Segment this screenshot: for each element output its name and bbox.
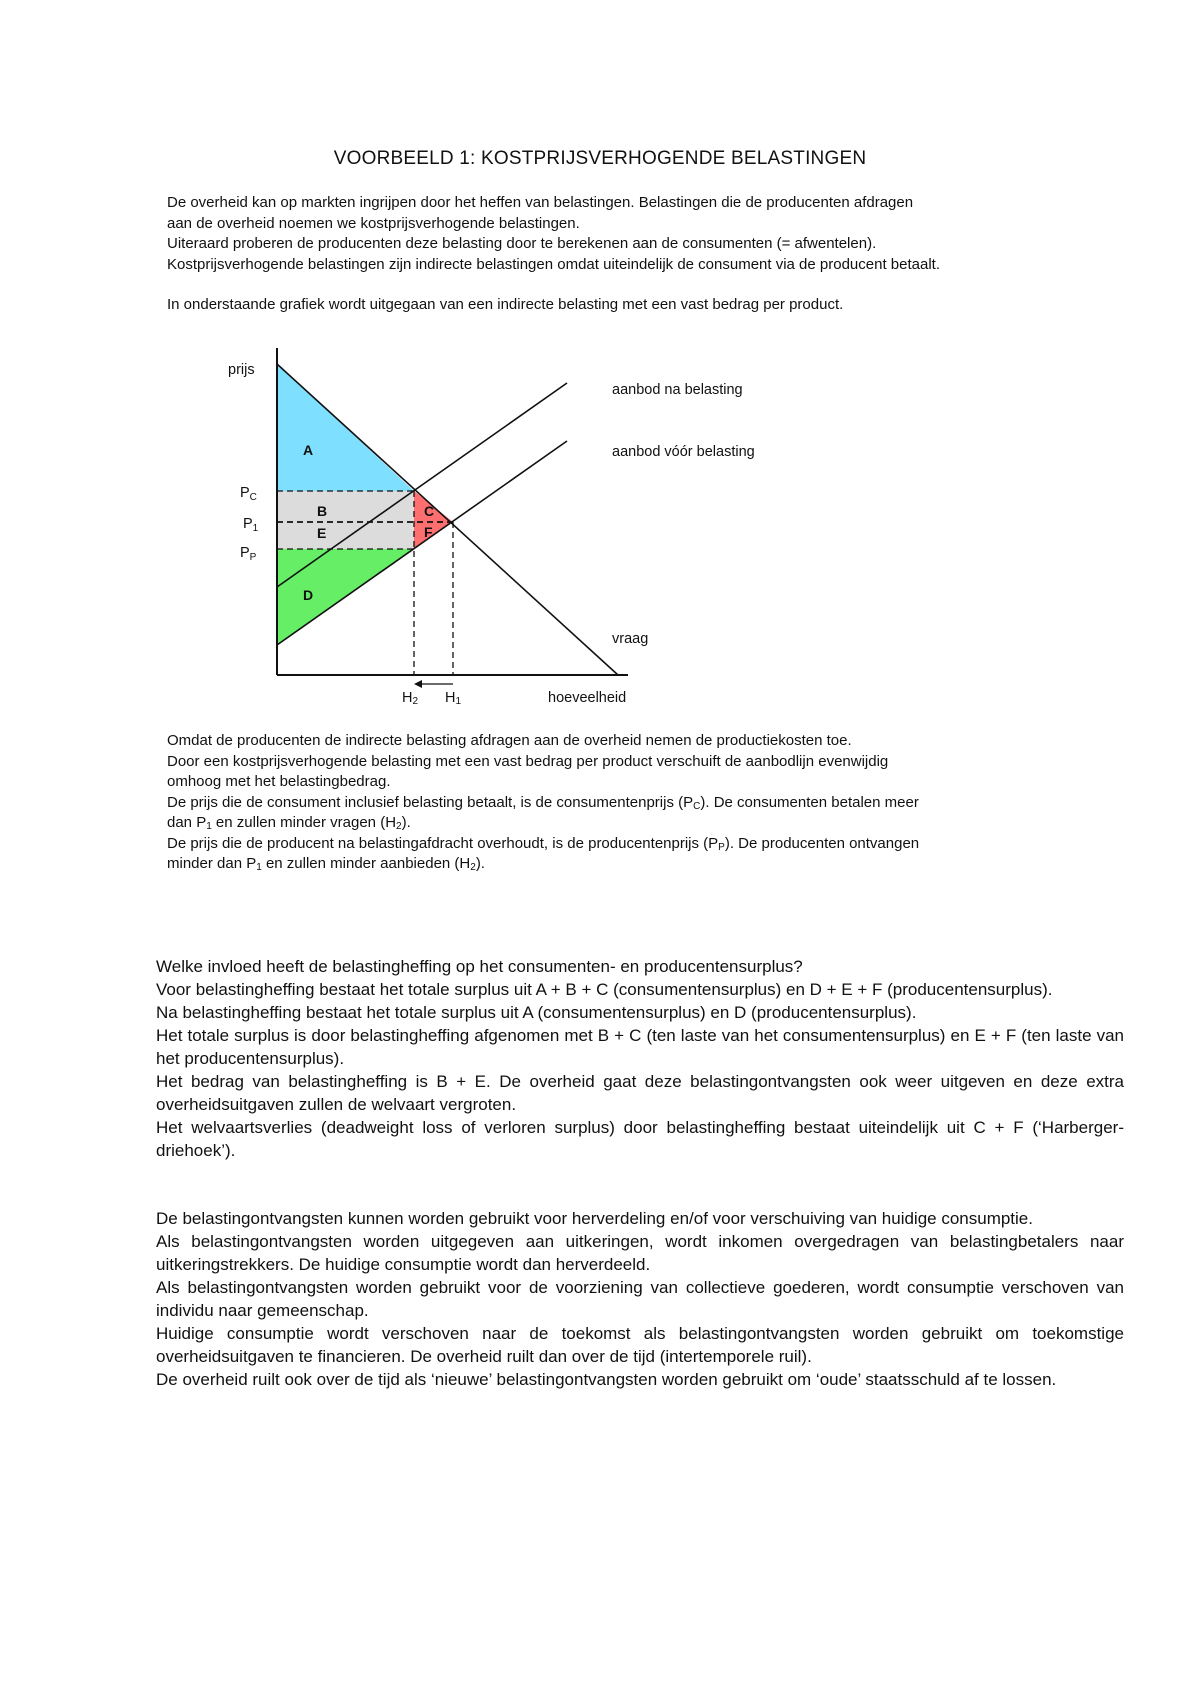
section-paragraph: Het bedrag van belastingheffing is B + E. De overheid gaat deze belastingontvangsten ook weer uitgeven en deze extra overheidsuitgaven zullen de welvaart vergroten. bbox=[156, 1072, 1124, 1114]
section-paragraph: Het welvaartsverlies (deadweight loss of verloren surplus) door belastingheffing bestaat uiteindelijk uit C + F (‘Harberger-driehoek’). bbox=[156, 1118, 1124, 1160]
area-label-b: B bbox=[317, 503, 328, 519]
intro-line: Kostprijsverhogende belastingen zijn indirecte belastingen omdat uiteindelijk de consument via de producent betaalt. bbox=[167, 255, 940, 273]
area-label-a: A bbox=[303, 442, 314, 458]
qty-label-h1: H1 bbox=[445, 690, 462, 707]
explanation-line: dan $P_1$ en zullen minder vragen $(H_2)$. bbox=[167, 814, 411, 832]
section-paragraph: De overheid ruilt ook over de tijd als ‘nieuwe’ belastingontvangsten worden gebruikt om ‘oude’ staatsschuld af te lossen. bbox=[156, 1370, 1057, 1389]
explanation-line: De prijs die de producent na belastingafdracht overhoudt, is de producentenprijs $(P_P)$. De producenten ontvangen bbox=[167, 834, 920, 853]
intro-line: In onderstaande grafiek wordt uitgegaan van een indirecte belasting met een vast bedrag per product. bbox=[167, 296, 844, 313]
explanation-line: Omdat de producenten de indirecte belasting afdragen aan de overheid nemen de productiekosten toe. bbox=[167, 732, 852, 749]
quantity-arrow-head bbox=[414, 680, 422, 688]
price-label-pp: $P_P$ bbox=[240, 545, 257, 563]
section-paragraph: Voor belastingheffing bestaat het totale surplus uit A + B + C (consumentensurplus) en D + E + F (producentensurplus). bbox=[156, 980, 1053, 999]
area-label-c: C bbox=[424, 503, 435, 519]
revenue-usage-section bbox=[156, 1207, 1124, 1391]
area-label-d: D bbox=[303, 587, 314, 603]
section-paragraph: Na belastingheffing bestaat het totale surplus uit A (consumentensurplus) en D (producentensurplus). bbox=[156, 1003, 917, 1022]
explanation-line: De prijs die de consument inclusief belasting betaalt, is de consumentenprijs $(P_C)$. De consumenten betalen meer bbox=[167, 793, 919, 812]
price-label-pc: $P_C$ bbox=[240, 485, 257, 503]
section-paragraph: Huidige consumptie wordt verschoven naar de toekomst als belastingontvangsten worden gebruikt om toekomstige overheidsuitgaven te financieren. De overheid ruilt dan over de tijd (intertemporele ruil). bbox=[156, 1324, 1124, 1366]
supply-before-tax-label: aanbod vóór belasting bbox=[612, 444, 755, 460]
area-label-f: F bbox=[424, 524, 433, 540]
page-title: VOORBEELD 1: KOSTPRIJSVERHOGENDE BELASTINGEN bbox=[333, 148, 867, 169]
explanation-line: Door een kostprijsverhogende belasting met een vast bedrag per product verschuift de aanbodlijn evenwijdig bbox=[167, 752, 889, 770]
area-be-tax-revenue bbox=[277, 491, 414, 549]
x-axis-label: hoeveelheid bbox=[548, 690, 627, 706]
section-paragraph: Als belastingontvangsten worden uitgegeven aan uitkeringen, wordt inkomen overgedragen van belastingbetalers naar uitkeringstrekkers. De huidige consumptie wordt dan herverdeeld. bbox=[156, 1232, 1124, 1274]
y-axis-label: prijs bbox=[228, 362, 255, 378]
demand-label: vraag bbox=[612, 631, 649, 647]
section-paragraph: Het totale surplus is door belastingheffing afgenomen met B + C (ten laste van het consumentensurplus) en E + F (ten laste van het producentensurplus). bbox=[156, 1026, 1124, 1068]
section-paragraph: De belastingontvangsten kunnen worden gebruikt voor herverdeling en/of voor verschuiving van huidige consumptie. bbox=[156, 1209, 1033, 1228]
intro-line: aan de overheid noemen we kostprijsverhogende belastingen. bbox=[167, 214, 580, 232]
graph-explanation bbox=[167, 731, 1033, 875]
section-paragraph: Als belastingontvangsten worden gebruikt voor de voorziening van collectieve goederen, wordt consumptie verschoven van individu naar gemeenschap. bbox=[156, 1278, 1124, 1320]
supply-after-tax-label: aanbod na belasting bbox=[612, 382, 743, 398]
price-label-p1: $P_1$ bbox=[243, 516, 259, 534]
qty-label-h2: H2 bbox=[402, 690, 419, 707]
surplus-section bbox=[156, 955, 1124, 1162]
section-question: Welke invloed heeft de belastingheffing op het consumenten- en producentensurplus? bbox=[156, 957, 803, 976]
explanation-line: omhoog met het belastingbedrag. bbox=[167, 773, 391, 790]
explanation-line: minder dan $P_1$ en zullen minder aanbieden $(H_2)$. bbox=[167, 855, 485, 873]
intro-line: Uiteraard proberen de producenten deze belasting door te berekenen aan de consumenten (= afwentelen). bbox=[167, 235, 877, 252]
area-label-e: E bbox=[317, 525, 327, 541]
intro-line: De overheid kan op markten ingrijpen door het heffen van belastingen. Belastingen die de producenten afdragen bbox=[167, 194, 914, 211]
supply-demand-graph bbox=[0, 0, 1200, 720]
